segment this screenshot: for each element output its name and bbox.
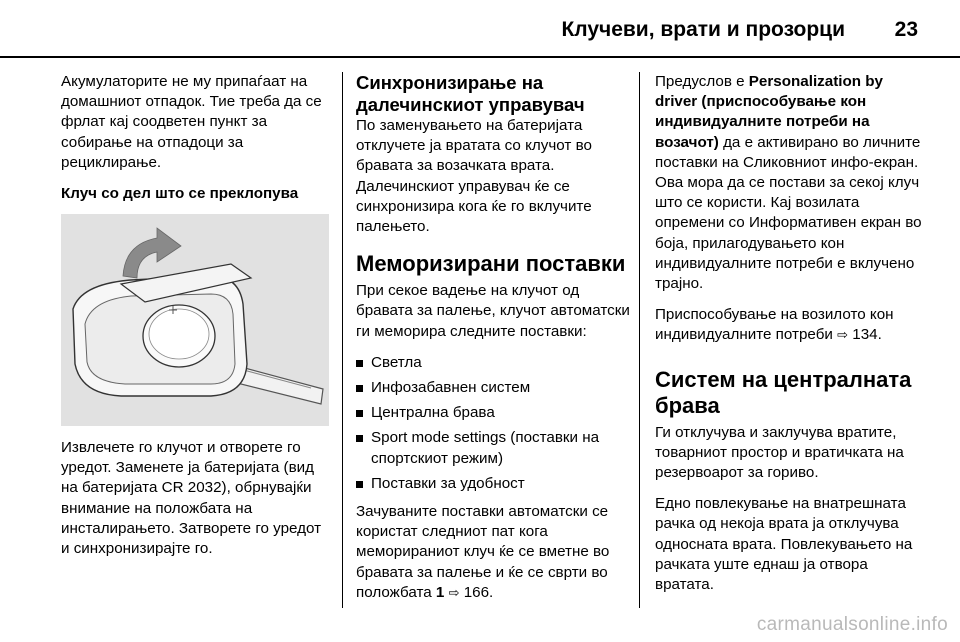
list-item: Централна брава — [356, 403, 632, 423]
column-right — [655, 72, 927, 606]
column-divider — [639, 72, 640, 608]
page-reference-arrow-icon: ⇨ — [837, 328, 849, 344]
memorized-settings-heading: Меморизирани поставки — [356, 251, 626, 277]
personalization-setting-name: Personalization by driver (приспособување кон индивидуалните потреби на возачот) — [655, 73, 883, 151]
list-item: Sport mode settings (поставки на спортскиот режим) — [356, 428, 632, 468]
vehicle-personalization-paragraph — [655, 305, 927, 346]
watermark: carmanualsonline.info — [756, 614, 948, 635]
prerequisite-paragraph — [655, 72, 927, 294]
ignition-position-value: 1 — [435, 583, 445, 601]
battery-replacement-paragraph: Извлечете го клучот и отворете го уредот. Заменете ја батеријата (вид на батеријата CR 2032), обрнувајќи внимание на положбата на инсталирањето. Затворете го уредот и синхронизирајте го. — [61, 439, 322, 558]
battery-disposal-paragraph: Акумулаторите не му припаѓаат на домашниот отпадок. Тие треба да се фрлат кај соодветен пункт за собирање на отпадоци за рециклирање. — [61, 73, 322, 171]
memorized-settings-intro: При секое вадење на клучот од бравата за палење, клучот автоматски ги меморира следните поставки: — [356, 282, 630, 340]
list-item: Поставки за удобност — [356, 474, 632, 494]
list-item: Светла — [356, 353, 632, 373]
sync-remote-paragraph: По заменувањето на батеријата отклучете ја вратата со клучот во бравата за возачката врата. Далечинскиот управувач ќе се синхронизира кога ќе го вклучите палењето. — [356, 117, 592, 236]
prereq-text: Предуслов е — [655, 73, 749, 90]
central-locking-paragraph-1: Ги отклучува и заклучува вратите, товарниот простор и вратичката на резервоарот за гориво. — [655, 423, 904, 482]
key-battery-illustration — [61, 214, 329, 426]
prereq-rest: да е активирано во личните поставки на Сликовниот инфо-екран. Ова мора да се постави за секој клуч што се користи. Кај возилата опремени со Информативен екран во боја, прилагодувањето кон индивидуалните потреби е вклучено трајно. — [655, 133, 922, 293]
column-left — [61, 72, 331, 570]
personalization-text: Приспособување на возилото кон индивидуалните потреби — [655, 306, 894, 344]
page-reference-arrow-icon: ⇨ — [448, 585, 460, 601]
page-number: 23 — [894, 18, 918, 41]
sync-remote-heading: Синхронизирање на далечинскиот управувач — [356, 72, 585, 115]
page-header-title: Клучеви, врати и прозорци — [561, 18, 845, 41]
central-locking-paragraph-2: Едно повлекување на внатрешната рачка од некоја врата ја отклучува односната врата. Повлекувањето на рачката уште еднаш ја отвора вратата. — [655, 495, 913, 594]
folding-key-heading: Клуч со дел што се преклопува — [61, 185, 299, 203]
memorized-settings-usage-paragraph — [356, 502, 632, 604]
column-divider — [342, 72, 343, 608]
usage-text: Зачуваните поставки автоматски се користат следниот пат кога меморираниот клуч ќе се вметне во бравата за палење и ќе се сврти во положбата — [356, 503, 610, 601]
page-reference-link[interactable]: 166. — [463, 583, 494, 601]
header-rule — [0, 56, 960, 58]
central-locking-heading: Систем на централната брава — [655, 366, 912, 418]
page-reference-link[interactable]: 134. — [852, 326, 882, 344]
column-middle — [356, 72, 632, 615]
memorized-settings-list — [356, 353, 632, 494]
list-item: Инфозабавнен систем — [356, 378, 632, 398]
